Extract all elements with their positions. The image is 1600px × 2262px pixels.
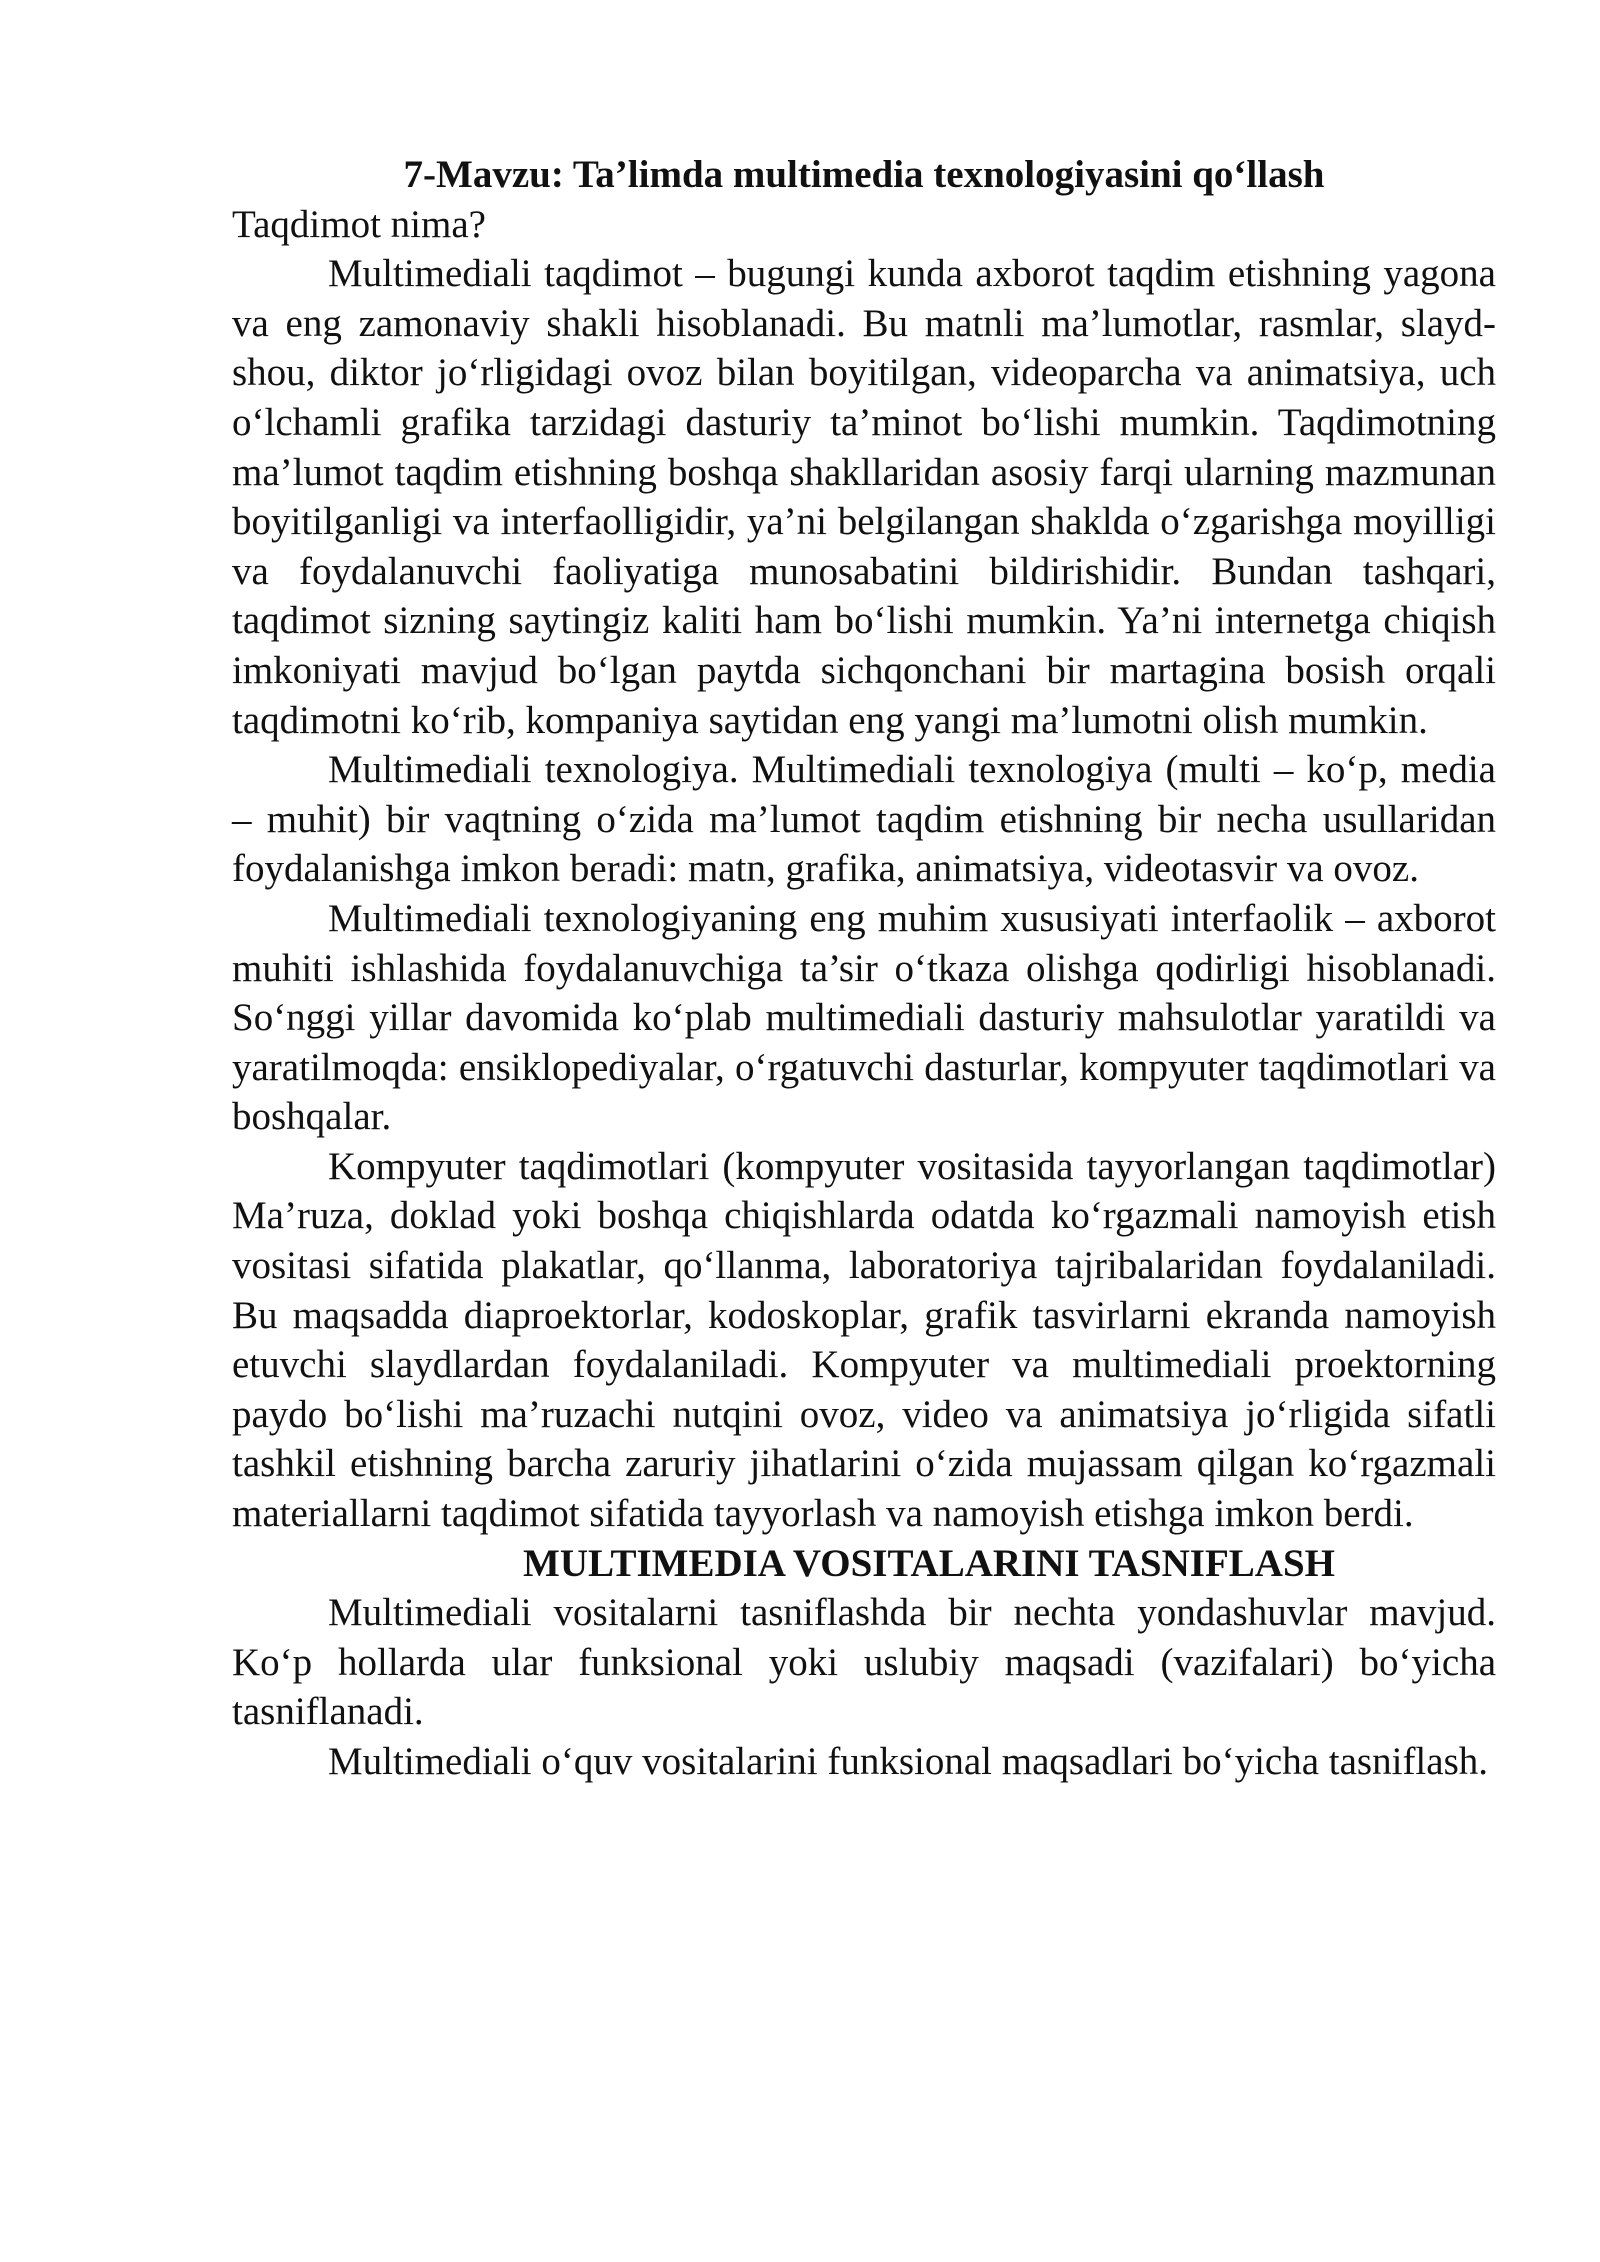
paragraph: Multimediali texnologiya. Multimediali texnologiya (multi – ko‘p, media – muhit) bir vaqtning o‘zida ma’lumot taqdim etishning bir necha usullaridan foydalanishga imkon beradi: matn, grafika, animatsiya, videotasvir va ovoz. <box>232 748 1496 891</box>
subheading: Taqdimot nima? <box>232 202 486 246</box>
paragraph: Multimediali taqdimot – bugungi kunda axborot taqdim etishning yagona va eng zamonaviy shakli hisoblanadi. Bu matnli ma’lumotlar, rasmlar, slayd-shou, diktor jo‘rligidagi ovoz bilan boyitilgan, videoparcha va animatsiya, uch o‘lchamli grafika tarzidagi dasturiy ta’minot bo‘lishi mumkin. Taqdimotning ma’lumot taqdim etishning boshqa shakllaridan asosiy farqi ularning mazmunan boyitilganligi va interfaolligidir, ya’ni belgilangan shaklda o‘zgarishga moyilligi va foydalanuvchi faoliyatiga munosabatini bildirishidir. Bundan tashqari, taqdimot sizning saytingiz kaliti ham bo‘lishi mumkin. Ya’ni internetga chiqish imkoniyati mavjud bo‘lgan paytda sichqonchani bir martagina bosish orqali taqdimotni ko‘rib, kompaniya saytidan eng yangi ma’lumotni olish mumkin. <box>232 252 1496 742</box>
paragraph: Multimediali vositalarni tasniflashda bir nechta yondashuvlar mavjud. Ko‘p hollarda ular funksional yoki uslubiy maqsadi (vazifalari) bo‘yicha tasniflanadi. <box>232 1591 1496 1734</box>
paragraph: Kompyuter taqdimotlari (kompyuter vositasida tayyorlangan taqdimotlar) Ma’ruza, doklad yoki boshqa chiqishlarda odatda ko‘rgazmali namoyish etish vositasi sifatida plakatlar, qo‘llanma, laboratoriya tajribalaridan foydalaniladi. Bu maqsadda diaproektorlar, kodoskoplar, grafik tasvirlarni ekranda namoyish etuvchi slaydlardan foydalaniladi. Kompyuter va multimediali proektorning paydo bo‘lishi ma’ruzachi nutqini ovoz, video va animatsiya jo‘rligida sifatli tashkil etishning barcha zaruriy jihatlarini o‘zida mujassam qilgan ko‘rgazmali materiallarni taqdimot sifatida tayyorlash va namoyish etishga imkon berdi. <box>232 1144 1496 1536</box>
document-page <box>232 150 1496 1787</box>
paragraph: Multimediali o‘quv vositalarini funksional maqsadlari bo‘yicha tasniflash. <box>328 1740 1489 1783</box>
page-title: 7-Mavzu: Ta’limda multimedia texnologiyasini qo‘llash <box>403 153 1325 196</box>
paragraph: Multimediali texnologiyaning eng muhim xususiyati interfaolik – axborot muhiti ishlashida foydalanuvchiga ta’sir o‘tkaza olishga qodirligi hisoblanadi. So‘nggi yillar davomida ko‘plab multimediali dasturiy mahsulotlar yaratildi va yaratilmoqda: ensiklopediyalar, o‘rgatuvchi dasturlar, kompyuter taqdimotlari va boshqalar. <box>232 896 1496 1139</box>
section-title: MULTIMEDIA VOSITALARINI TASNIFLASH <box>523 1541 1335 1585</box>
